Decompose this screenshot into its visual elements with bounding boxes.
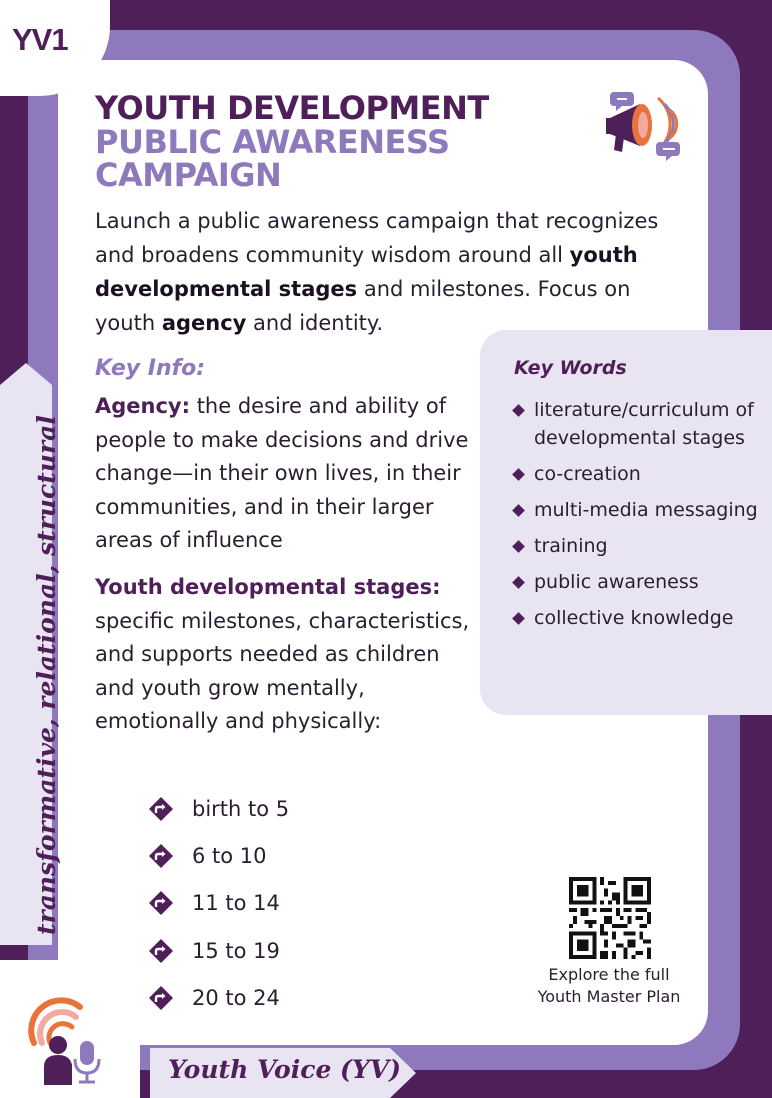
turn-arrow-diamond-icon bbox=[148, 890, 174, 916]
list-item: co-creation bbox=[512, 461, 762, 489]
diamond-bullet-icon bbox=[512, 540, 525, 553]
qr-code[interactable] bbox=[569, 877, 651, 959]
qr-caption-line-2: Youth Master Plan bbox=[537, 987, 681, 1006]
diamond-bullet-icon bbox=[512, 504, 525, 517]
turn-arrow-diamond-icon bbox=[148, 796, 174, 822]
title-line-2: PUBLIC AWARENESS bbox=[95, 123, 450, 161]
list-item: public awareness bbox=[512, 569, 762, 597]
intro-bold-stages: youth developmental stages bbox=[95, 243, 638, 301]
key-words-list bbox=[512, 397, 762, 641]
card-badge: YV1 bbox=[12, 22, 68, 57]
list-item: 15 to 19 bbox=[148, 927, 289, 974]
agency-term: Agency: bbox=[95, 394, 191, 418]
intro-paragraph: Launch a public awareness campaign that recognizes and broadens community wisdom around all youth developmental stages and milestones. Focus on youth agency and identity. bbox=[95, 209, 659, 335]
diamond-bullet-icon bbox=[512, 468, 525, 481]
list-item: literature/curriculum of developmental stages bbox=[512, 397, 762, 452]
side-label: transformative, relational, structural bbox=[32, 415, 61, 935]
agency-definition: Agency: the desire and ability of people to make decisions and drive change—in their own lives, in their communities, and in their larger areas of influence bbox=[95, 394, 469, 552]
qr-caption bbox=[520, 964, 698, 1008]
title-line-1: YOUTH DEVELOPMENT bbox=[95, 89, 489, 127]
list-item: 6 to 10 bbox=[148, 832, 289, 879]
turn-arrow-diamond-icon bbox=[148, 985, 174, 1011]
stages-definition: Youth developmental stages: specific milestones, characteristics, and supports needed as children and youth grow mentally, emotionally and physically: bbox=[95, 575, 470, 733]
diamond-bullet-icon bbox=[512, 404, 525, 417]
list-item: birth to 5 bbox=[148, 785, 289, 832]
list-item: 11 to 14 bbox=[148, 880, 289, 927]
intro-bold-agency: agency bbox=[161, 311, 247, 335]
list-item: 20 to 24 bbox=[148, 974, 289, 1021]
qr-caption-line-1: Explore the full bbox=[548, 965, 670, 984]
turn-arrow-diamond-icon bbox=[148, 938, 174, 964]
turn-arrow-diamond-icon bbox=[148, 843, 174, 869]
footer-label: Youth Voice (YV) bbox=[168, 1055, 401, 1084]
stage-list bbox=[148, 785, 289, 1021]
title-line-3: CAMPAIGN bbox=[95, 156, 282, 194]
list-item: multi-media messaging bbox=[512, 497, 762, 525]
key-info-heading: Key Info: bbox=[95, 356, 206, 381]
list-item: training bbox=[512, 533, 762, 561]
diamond-bullet-icon bbox=[512, 612, 525, 625]
key-words-heading: Key Words bbox=[514, 357, 627, 379]
listener-with-microphone-icon bbox=[20, 985, 110, 1085]
diamond-bullet-icon bbox=[512, 576, 525, 589]
stages-term: Youth developmental stages: bbox=[95, 575, 441, 599]
list-item: collective knowledge bbox=[512, 605, 762, 633]
megaphone-icon bbox=[600, 88, 692, 164]
